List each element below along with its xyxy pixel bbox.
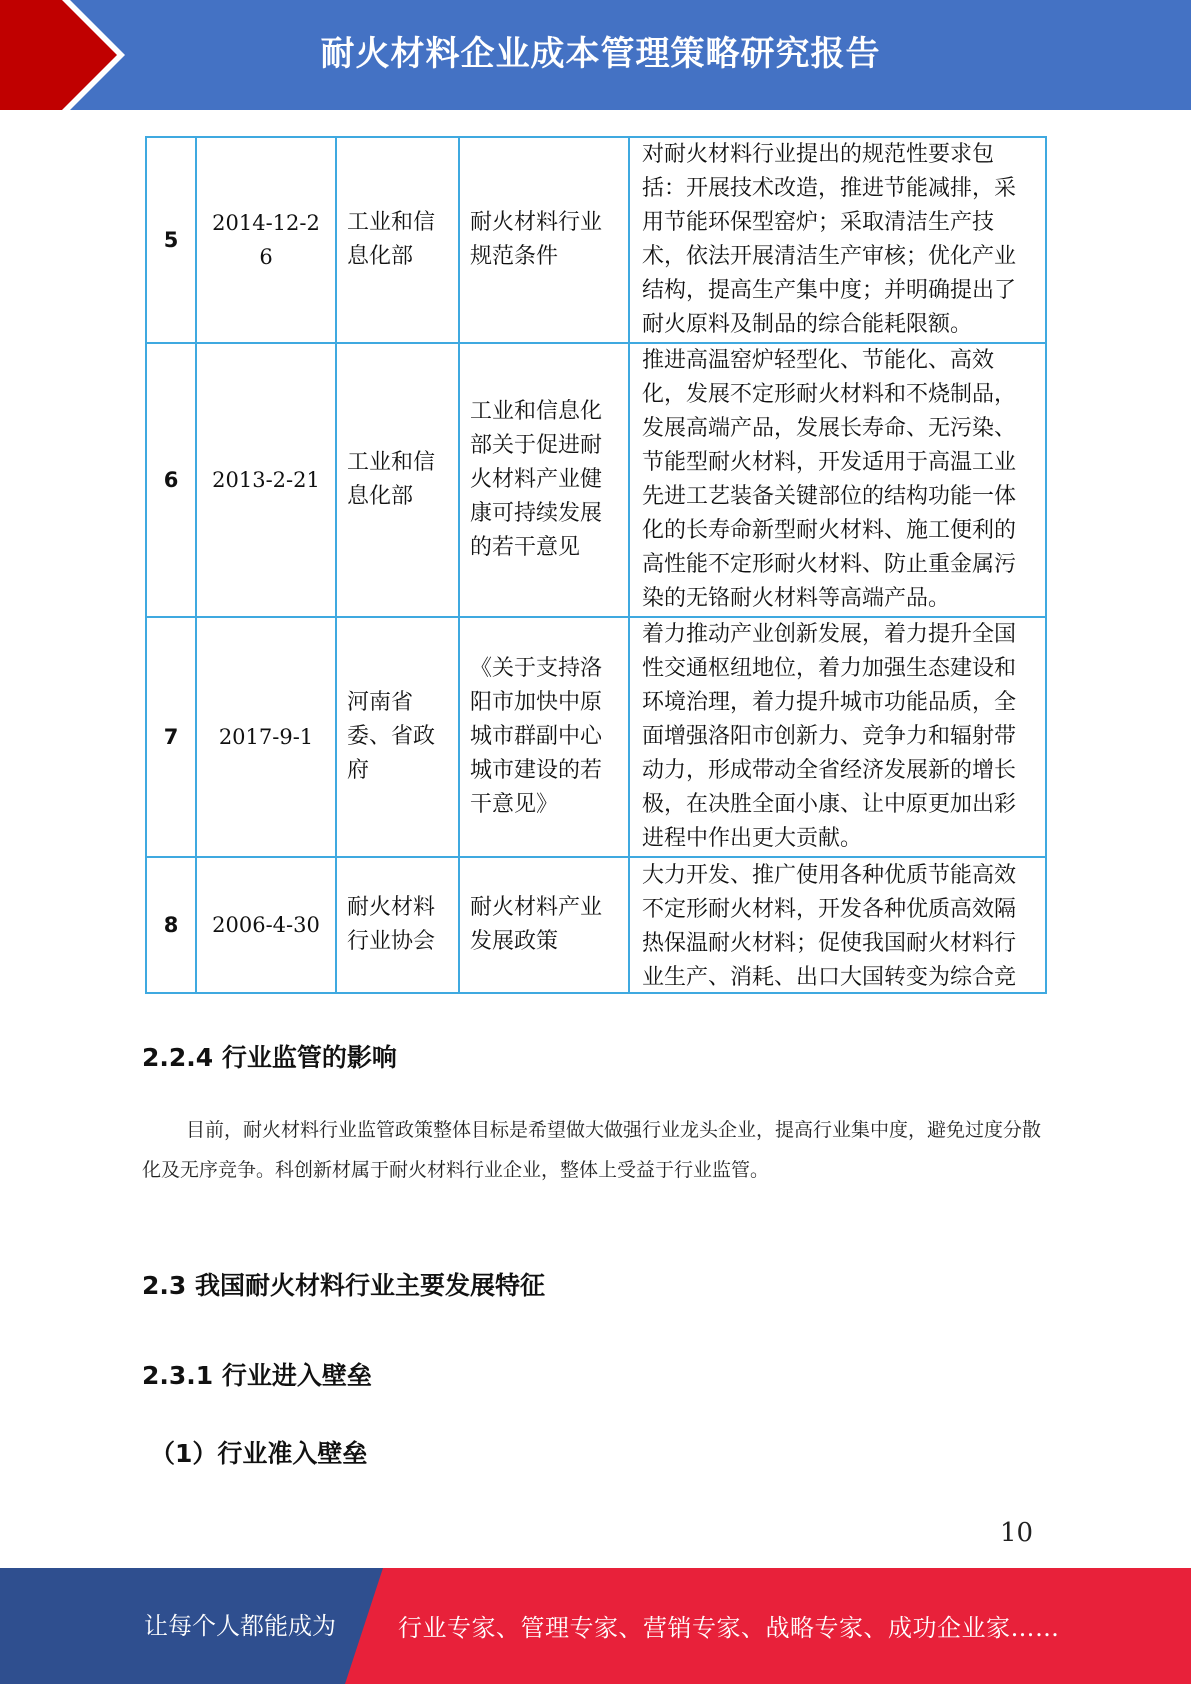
row-number: 7 bbox=[146, 617, 196, 857]
table-row bbox=[146, 343, 1046, 617]
heading-2-3-1: 2.3.1 行业进入壁垒 bbox=[142, 1361, 372, 1390]
row-issuer: 河南省委、省政府 bbox=[336, 617, 459, 857]
row-issuer: 耐火材料行业协会 bbox=[336, 857, 459, 993]
heading-2-2-4: 2.2.4 行业监管的影响 bbox=[142, 1043, 397, 1072]
row-date: 2017-9-1 bbox=[196, 617, 336, 857]
row-date: 2006-4-30 bbox=[196, 857, 336, 993]
row-content: 对耐火材料行业提出的规范性要求包括：开展技术改造，推进节能减排，采用节能环保型窑炉；采取清洁生产技术，依法开展清洁生产审核；优化产业结构，提高生产集中度；并明确提出了耐火原料及制品的综合能耗限额。 bbox=[629, 137, 1046, 343]
row-content: 着力推动产业创新发展，着力提升全国性交通枢纽地位，着力加强生态建设和环境治理，着力提升城市功能品质，全面增强洛阳市创新力、竞争力和辐射带动力，形成带动全省经济发展新的增长极，在决胜全面小康、让中原更加出彩进程中作出更大贡献。 bbox=[629, 617, 1046, 857]
row-issuer: 工业和信息化部 bbox=[336, 137, 459, 343]
heading-2-3-1-1: （1）行业准入壁垒 bbox=[150, 1439, 368, 1468]
page-number: 10 bbox=[1000, 1518, 1034, 1548]
row-policy-title: 工业和信息化部关于促进耐火材料产业健康可持续发展的若干意见 bbox=[459, 343, 629, 617]
footer-slogan-left: 让每个人都能成为 bbox=[144, 1612, 336, 1640]
table-row bbox=[146, 857, 1046, 993]
row-content-cell bbox=[629, 857, 1046, 993]
policy-table bbox=[145, 136, 1045, 994]
row-number: 8 bbox=[146, 857, 196, 993]
row-date: 2014-12-26 bbox=[196, 137, 336, 343]
row-issuer: 工业和信息化部 bbox=[336, 343, 459, 617]
header-title: 耐火材料企业成本管理策略研究报告 bbox=[320, 34, 881, 74]
table-row bbox=[146, 137, 1046, 343]
footer-slogan-right: 行业专家、管理专家、营销专家、战略专家、成功企业家…… bbox=[398, 1614, 1060, 1642]
row-policy-title: 耐火材料行业规范条件 bbox=[459, 137, 629, 343]
row-content: 大力开发、推广使用各种优质节能高效不定形耐火材料，开发各种优质高效隔热保温耐火材料；促使我国耐火材料行业生产、消耗、出口大国转变为综合竞 bbox=[642, 862, 1017, 990]
page-footer bbox=[0, 1568, 1191, 1684]
table-row bbox=[146, 617, 1046, 857]
page-header bbox=[0, 0, 1191, 110]
row-number: 5 bbox=[146, 137, 196, 343]
row-policy-title: 《关于支持洛阳市加快中原城市群副中心城市建设的若干意见》 bbox=[459, 617, 629, 857]
paragraph-2-2-4: 目前，耐火材料行业监管政策整体目标是希望做大做强行业龙头企业，提高行业集中度，避免过度分散化及无序竞争。科创新材属于耐火材料行业企业，整体上受益于行业监管。 bbox=[142, 1119, 1042, 1181]
row-number: 6 bbox=[146, 343, 196, 617]
row-content: 推进高温窑炉轻型化、节能化、高效化，发展不定形耐火材料和不烧制品，发展高端产品，发展长寿命、无污染、节能型耐火材料，开发适用于高温工业先进工艺装备关键部位的结构功能一体化的长寿命新型耐火材料、施工便利的高性能不定形耐火材料、防止重金属污染的无铬耐火材料等高端产品。 bbox=[629, 343, 1046, 617]
row-policy-title: 耐火材料产业发展政策 bbox=[459, 857, 629, 993]
heading-2-3: 2.3 我国耐火材料行业主要发展特征 bbox=[142, 1271, 545, 1300]
row-date: 2013-2-21 bbox=[196, 343, 336, 617]
